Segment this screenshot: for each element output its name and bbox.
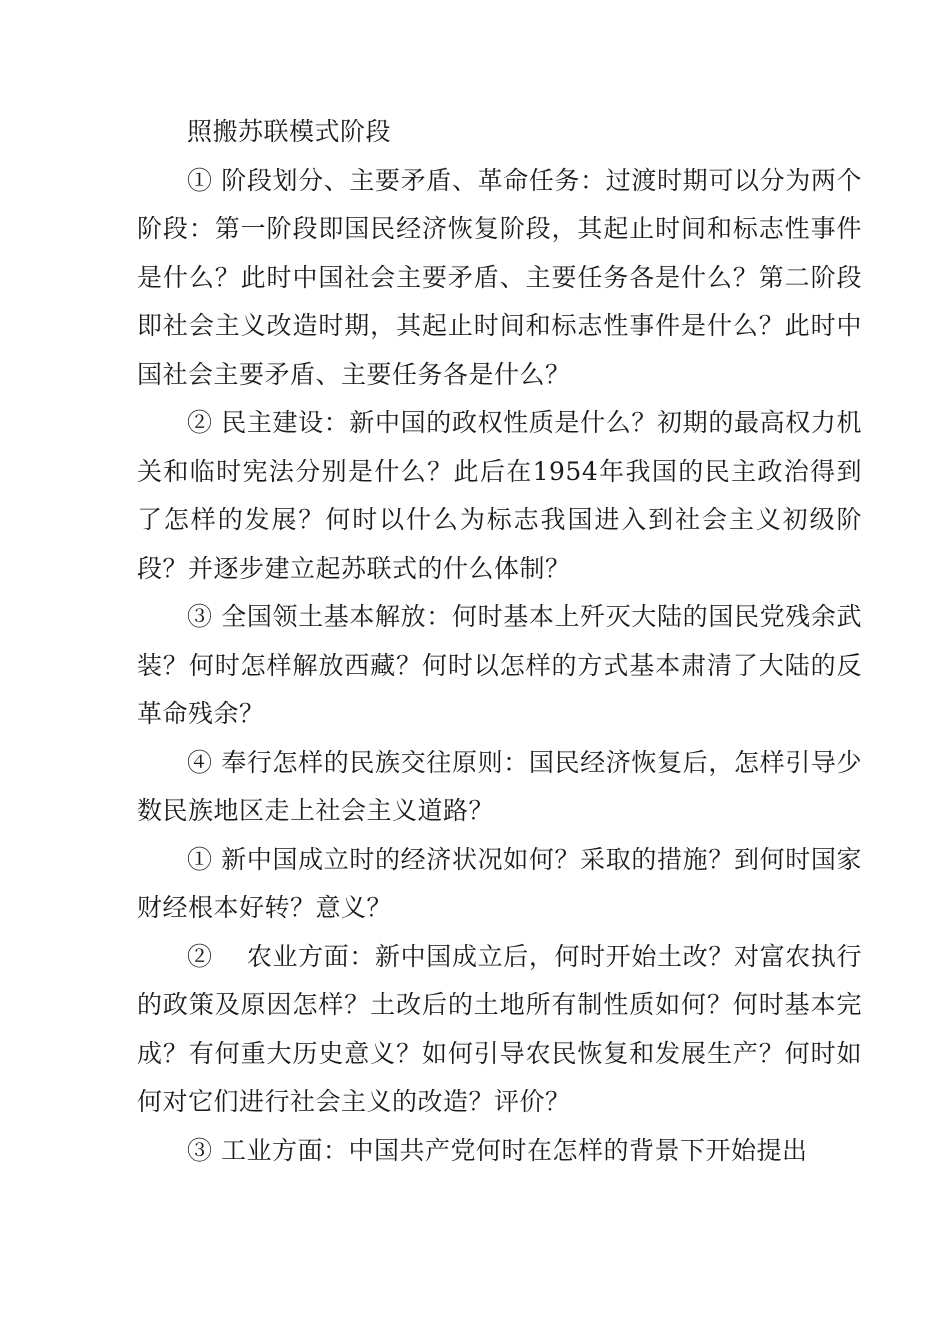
- document-body: [137, 108, 862, 1175]
- paragraph-territory-liberation: ③ 全国领土基本解放：何时基本上歼灭大陆的国民党残余武装？何时怎样解放西藏？何时以怎样的方式基本肃清了大陆的反革命残余？: [137, 602, 862, 728]
- paragraph-agriculture: ② 农业方面：新中国成立后，何时开始土改？对富农执行的政策及原因怎样？土改后的土地所有制性质如何？何时基本完成？有何重大历史意义？如何引导农民恢复和发展生产？何时如何对它们进行社会主义的改造？评价？: [137, 941, 862, 1116]
- paragraph-economic-situation: ① 新中国成立时的经济状况如何？采取的措施？到何时国家财经根本好转？意义？: [137, 844, 862, 922]
- paragraph-ethnic-policy: ④ 奉行怎样的民族交往原则：国民经济恢复后，怎样引导少数民族地区走上社会主义道路？: [137, 747, 862, 825]
- paragraph-industry: ③ 工业方面：中国共产党何时在怎样的背景下开始提出: [187, 1135, 808, 1165]
- paragraph-democracy-building: ② 民主建设：新中国的政权性质是什么？初期的最高权力机关和临时宪法分别是什么？此后在1954年我国的民主政治得到了怎样的发展？何时以什么为标志我国进入到社会主义初级阶段？并逐步建立起苏联式的什么体制？: [137, 408, 862, 583]
- paragraph-stage-division: ① 阶段划分、主要矛盾、革命任务：过渡时期可以分为两个阶段：第一阶段即国民经济恢复阶段，其起止时间和标志性事件是什么？此时中国社会主要矛盾、主要任务各是什么？第二阶段即社会主义改造时期，其起止时间和标志性事件是什么？此时中国社会主要矛盾、主要任务各是什么？: [137, 165, 862, 389]
- section-heading: 照搬苏联模式阶段: [187, 117, 392, 146]
